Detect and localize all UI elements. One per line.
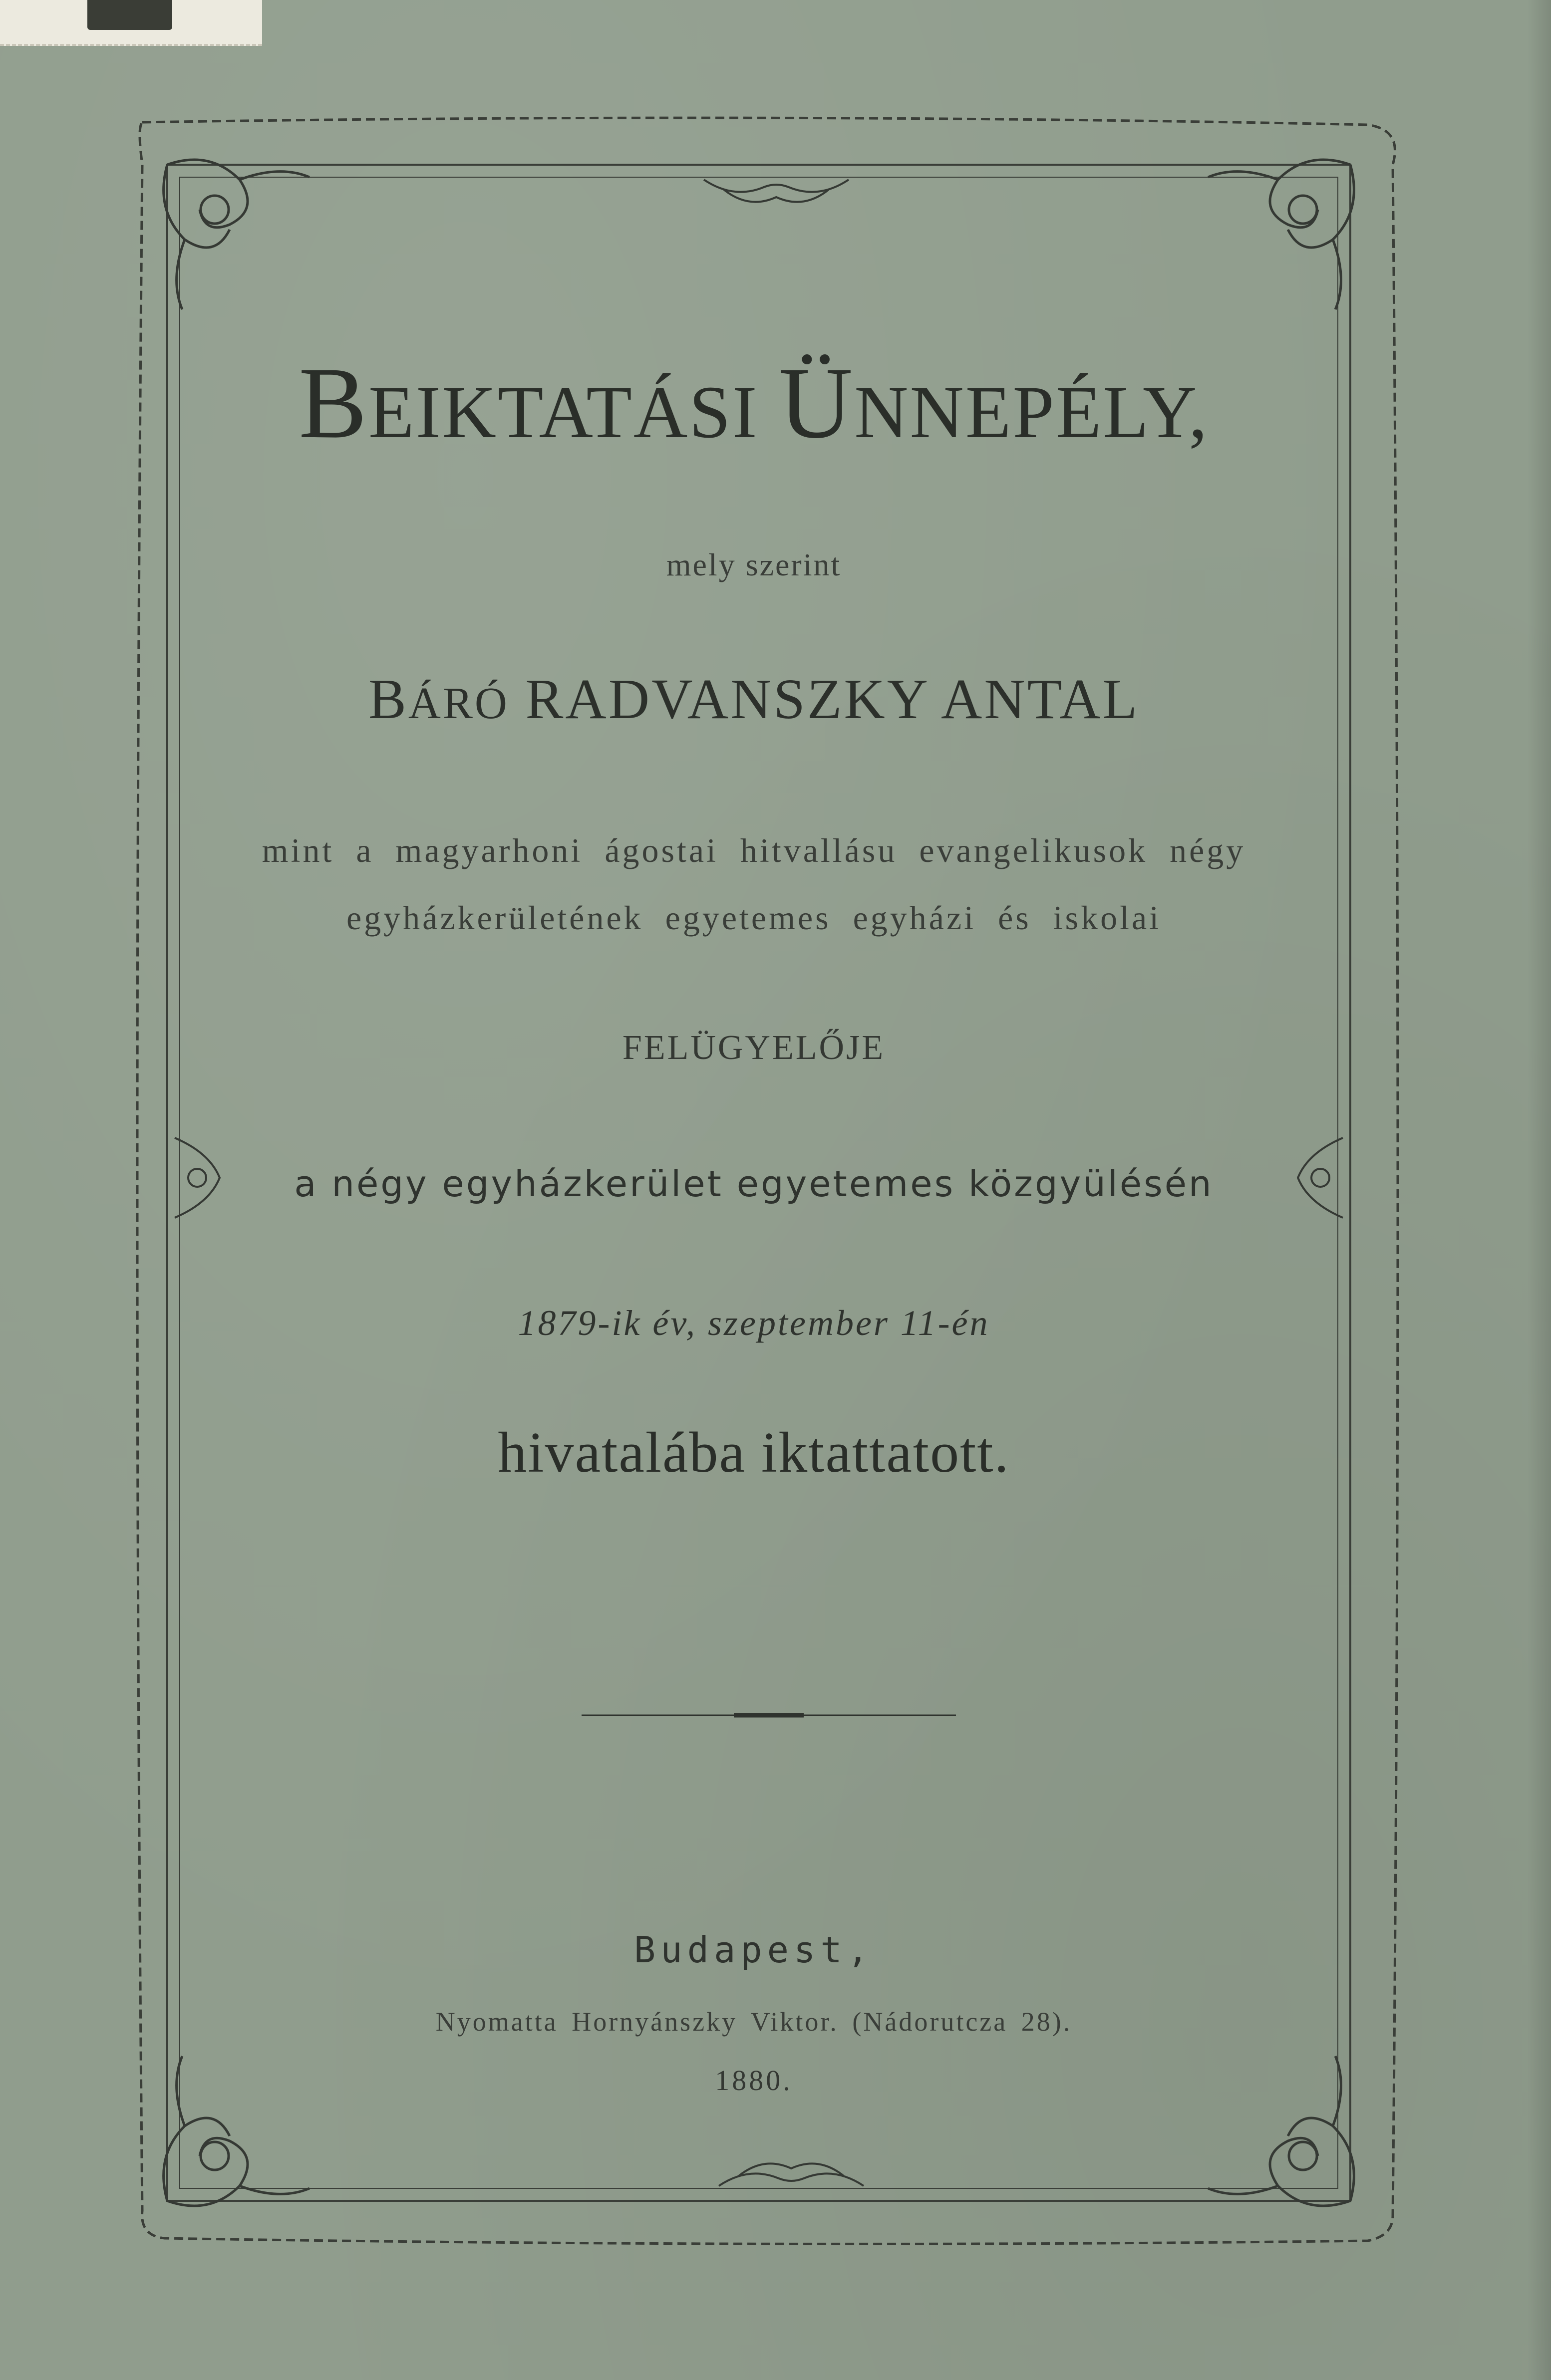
subtitle: mely szerint xyxy=(666,547,842,582)
honoree-name xyxy=(165,666,1343,732)
honoree-full-name: RADVANSZKY ANTAL xyxy=(525,667,1140,731)
bottom-center-flourish xyxy=(719,2163,864,2186)
honoree-title-initial: B xyxy=(368,667,408,731)
page-title xyxy=(165,344,1343,462)
body-line-1: mint a magyarhoni ágostai hitvallásu evangelikusok négy xyxy=(262,831,1246,869)
imprint-year: 1880. xyxy=(715,2064,793,2097)
imprint-printer: Nyomatta Hornyánszky Viktor. (Nádorutcza 28). xyxy=(435,2007,1072,2037)
title-word-1: EIKTATÁSI xyxy=(368,371,759,454)
assembly-line: a négy egyházkerület egyetemes közgyülésén xyxy=(294,1163,1214,1205)
role-title: FELÜGYELŐJE xyxy=(622,1029,886,1067)
honoree-title-rest: ÁRÓ xyxy=(408,679,509,728)
title-initial-b: B xyxy=(299,346,369,460)
date-line: 1879-ik év, szeptember 11-én xyxy=(518,1303,990,1343)
installed-line: hivatalába iktattatott. xyxy=(498,1421,1010,1485)
body-line-2: egyházkerületének egyetemes egyházi és iskolai xyxy=(346,899,1162,937)
title-initial-u: Ü xyxy=(779,346,855,460)
title-word-2: NNEPÉLY, xyxy=(854,371,1209,454)
corner-ornament-top-left xyxy=(164,160,310,309)
corner-ornament-top-right xyxy=(1208,160,1354,309)
imprint-city: Budapest, xyxy=(633,1929,874,1971)
top-center-flourish xyxy=(704,180,849,202)
